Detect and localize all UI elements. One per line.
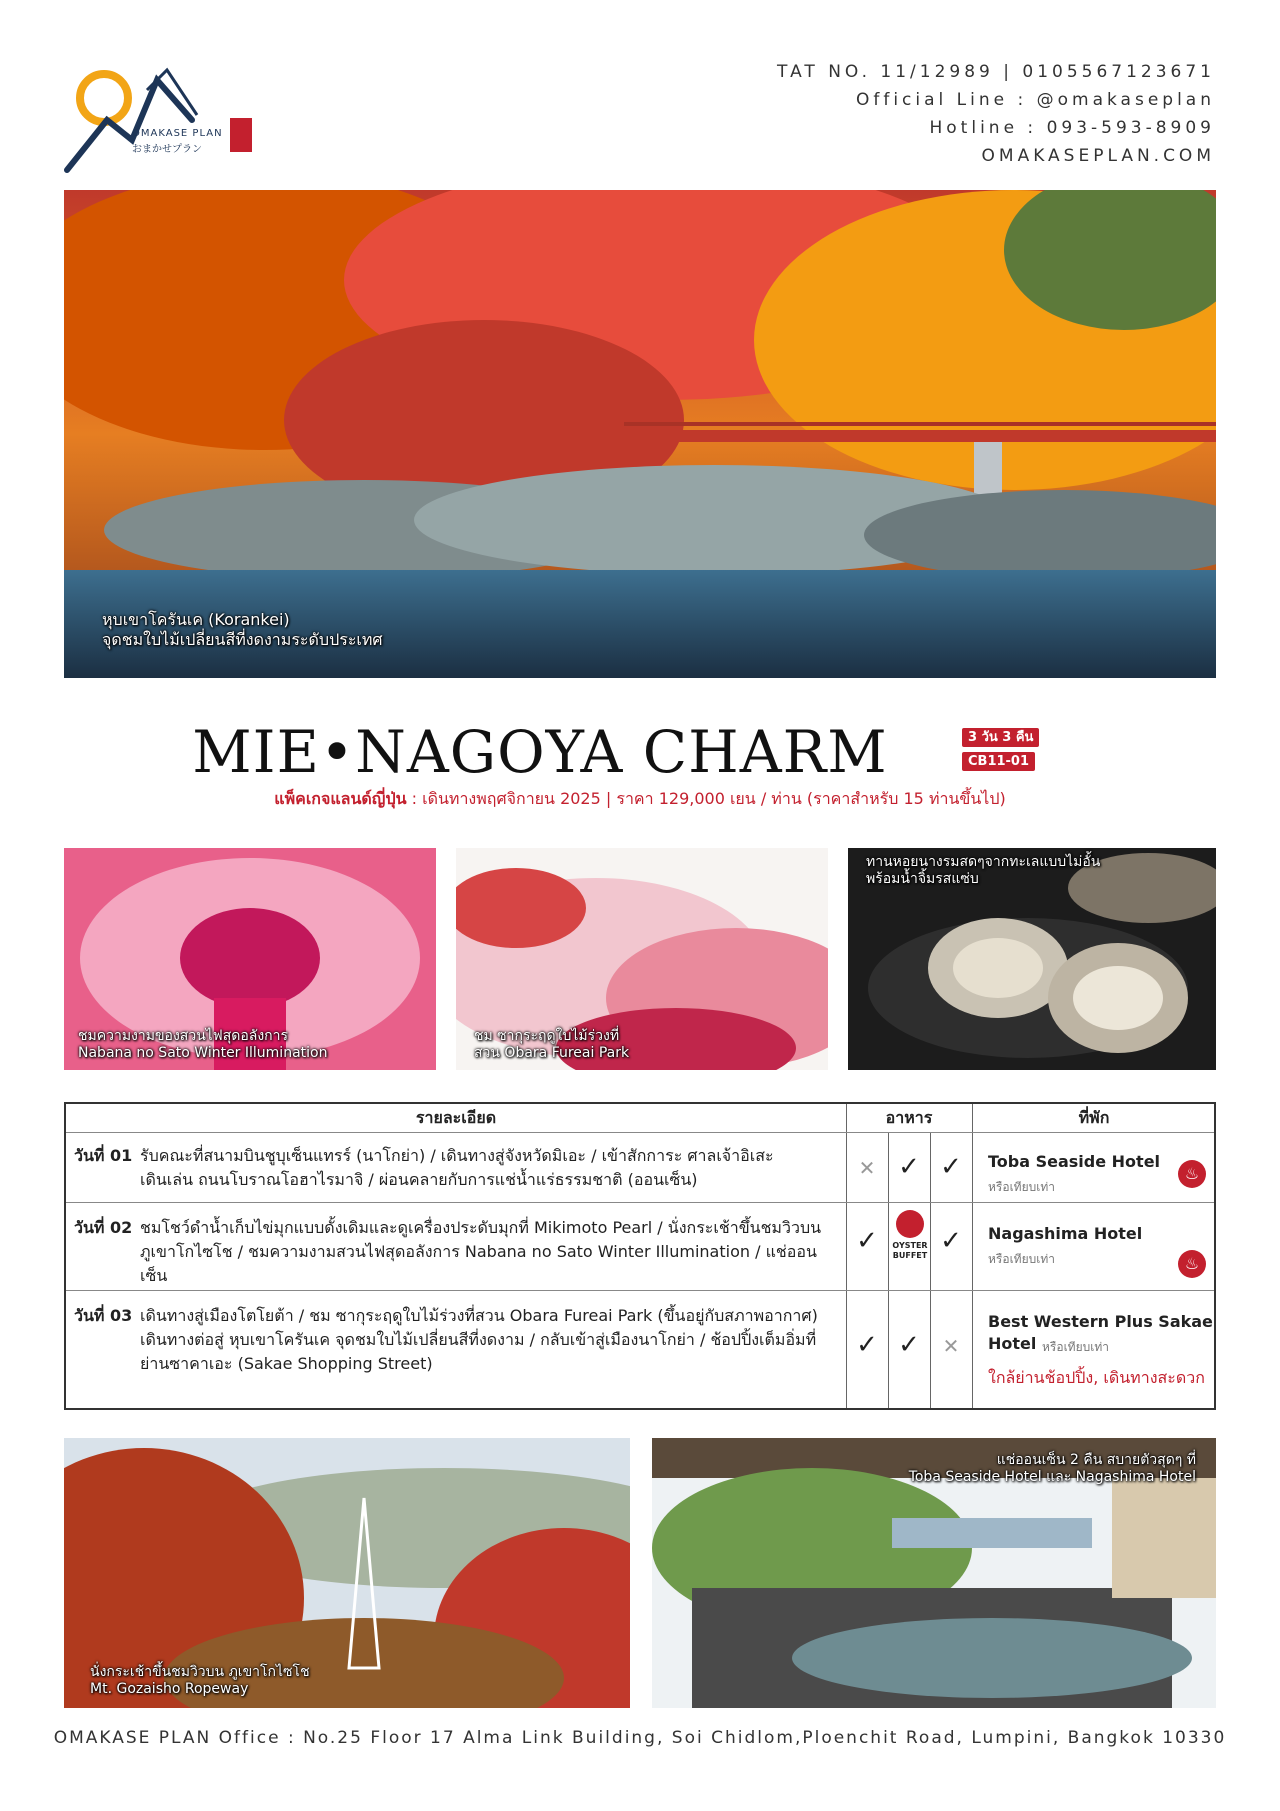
bottom-caption-1 <box>90 1664 310 1698</box>
subtitle-label: แพ็คเกจแลนด์ญี่ปุ่น <box>274 789 407 808</box>
hotel-name: Toba Seaside Hotel <box>988 1152 1161 1171</box>
day-details-line2: ภูเขาโกไซโช / ชมความงามสวนไฟสุดอลังการ Nabana no Sato Winter Illumination / แช่ออนเซ็น <box>140 1242 817 1285</box>
hotel-highlight: ใกล้ย่านช้อปปิ้ง, เดินทางสะดวก <box>988 1368 1205 1387</box>
meal-dinner-check-icon: ✓ <box>940 1152 962 1182</box>
onsen-icon: ♨ <box>1178 1250 1206 1278</box>
itinerary-table <box>64 1102 1216 1410</box>
bottom-caption-2-line2: Toba Seaside Hotel และ Nagashima Hotel <box>908 1469 1196 1485</box>
code-badge-text: CB11-01 <box>962 752 1035 771</box>
office-address: OMAKASE PLAN Office : No.25 Floor 17 Alma Link Building, Soi Chidlom,Ploenchit Road, Lumpini, Bangkok 10330 <box>53 1728 1227 1748</box>
subtitle-text: : เดินทางพฤศจิกายน 2025 | ราคา 129,000 เยน / ท่าน (ราคาสำหรับ 15 ท่านขึ้นไป) <box>406 789 1006 808</box>
subtitle <box>0 787 1280 812</box>
code-badge <box>962 750 1035 769</box>
day-details-line1: เดินทางสู่เมืองโตโยต้า / ชม ซากุระฤดูใบไม้ร่วงที่สวน Obara Fureai Park (ขึ้นอยู่กับสภาพอากาศ) <box>140 1306 818 1325</box>
hotel-name: Nagashima Hotel <box>988 1224 1143 1243</box>
website-link[interactable]: OMAKASEPLAN.COM <box>981 146 1215 166</box>
photo-onsen-bath <box>652 1438 1216 1708</box>
onsen-icon: ♨ <box>1178 1160 1206 1188</box>
photo-nabana-illumination <box>64 848 436 1070</box>
hotel-note: หรือเทียบเท่า <box>988 1252 1055 1266</box>
meal-lunch-check-icon: ✓ <box>898 1152 920 1182</box>
header-details: รายละเอียด <box>415 1108 497 1127</box>
gallery-caption-2 <box>474 1028 629 1062</box>
hero-caption-line2: จุดชมใบไม้เปลี่ยนสีที่งดงามระดับประเทศ <box>102 630 383 649</box>
hotel-name-line2: Hotel <box>988 1334 1037 1353</box>
gallery-caption-3-line1: ทานหอยนางรมสดๆจากทะเลแบบไม่อั้น <box>866 854 1101 870</box>
header-hotel: ที่พัก <box>1078 1108 1110 1127</box>
oyster-label-2: BUFFET <box>892 1251 928 1260</box>
hero-photo-korankei <box>64 190 1216 678</box>
logo-text: OMAKASE PLAN <box>132 128 223 139</box>
day-details <box>140 1216 830 1288</box>
bottom-caption-1-line1: นั่งกระเช้าขึ้นชมวิวบน ภูเขาโกไซโช <box>90 1664 310 1680</box>
hero-caption <box>102 610 383 650</box>
day-details <box>140 1144 830 1192</box>
divider <box>972 1104 973 1408</box>
hotel-name: Best Western Plus Sakae <box>988 1312 1213 1331</box>
meal-breakfast-check-icon: ✓ <box>856 1226 878 1256</box>
gallery-caption-3 <box>866 854 1100 888</box>
day-number: วันที่ 01 <box>74 1146 133 1165</box>
official-line: Official Line : @omakaseplan <box>855 90 1215 110</box>
photo-oyster-buffet <box>848 848 1216 1070</box>
bottom-caption-1-line2: Mt. Gozaisho Ropeway <box>90 1681 249 1697</box>
meal-dinner-cross-icon: ✕ <box>942 1334 960 1358</box>
divider <box>930 1132 931 1408</box>
divider <box>888 1132 889 1408</box>
day-details-line2: เดินเล่น ถนนโบราณโอฮาไรมาจิ / ผ่อนคลายกับการแช่น้ำแร่ธรรมชาติ (ออนเซ็น) <box>140 1170 698 1189</box>
oyster-label-1: OYSTER <box>892 1241 928 1250</box>
photo-gozaisho-ropeway <box>64 1438 630 1708</box>
header-meals: อาหาร <box>885 1108 933 1127</box>
duration-badge <box>962 726 1039 747</box>
tat-number: TAT NO. 11/12989 | 0105567123671 <box>777 62 1215 82</box>
day-details-line3: ย่านซาคาเอะ (Sakae Shopping Street) <box>140 1354 433 1373</box>
page-title: MIE•NAGOYA CHARM <box>192 718 888 786</box>
day-details-line1: ชมโชว์ดำน้ำเก็บไข่มุกแบบดั้งเดิมและดูเครื่องประดับมุกที่ Mikimoto Pearl / นั่งกระเช้าขึ้นชมวิวบน <box>140 1218 822 1237</box>
divider <box>66 1132 1214 1133</box>
divider <box>66 1290 1214 1291</box>
divider <box>846 1104 847 1408</box>
day-number: วันที่ 03 <box>74 1306 133 1325</box>
logo-subtext: おまかせプラン <box>132 144 202 155</box>
hotel-note: หรือเทียบเท่า <box>1042 1340 1109 1354</box>
gallery-caption-2-line2: สวน Obara Fureai Park <box>474 1045 630 1061</box>
bottom-caption-2-line1: แช่ออนเซ็น 2 คืน สบายตัวสุดๆ ที่ <box>996 1452 1196 1468</box>
oyster-icon <box>896 1210 924 1238</box>
day-details-line2: เดินทางต่อสู่ หุบเขาโครันเค จุดชมใบไม้เปลี่ยนสีที่งดงาม / กลับเข้าสู่เมืองนาโกย่า / ช้อปปิ้งเต็มอิ่มที่ <box>140 1330 817 1349</box>
gallery-caption-3-line2: พร้อมน้ำจิ้มรสแซ่บ <box>866 871 979 887</box>
day-number: วันที่ 02 <box>74 1218 133 1237</box>
gallery-caption-1 <box>78 1028 327 1062</box>
omakase-logo <box>62 60 262 175</box>
meal-breakfast-check-icon: ✓ <box>856 1330 878 1360</box>
divider <box>66 1202 1214 1203</box>
logo-mark-icon <box>62 60 262 175</box>
day-details-line1: รับคณะที่สนามบินชูบุเซ็นแทรร์ (นาโกย่า) / เดินทางสู่จังหวัดมิเอะ / เข้าสักการะ ศาลเจ้าอิเสะ <box>140 1146 774 1165</box>
hero-caption-line1: หุบเขาโครันเค (Korankei) <box>102 610 290 629</box>
photo-obara-fureai-park <box>456 848 828 1070</box>
day-details <box>140 1304 830 1376</box>
oyster-buffet-badge <box>890 1210 930 1261</box>
gallery-caption-1-line2: Nabana no Sato Winter Illumination <box>78 1045 328 1061</box>
bottom-caption-2 <box>909 1452 1196 1486</box>
meal-breakfast-cross-icon: ✕ <box>858 1156 876 1180</box>
meal-dinner-check-icon: ✓ <box>940 1226 962 1256</box>
duration-badge-text: 3 วัน 3 คืน <box>962 728 1039 747</box>
hotline: Hotline : 093-593-8909 <box>929 118 1215 138</box>
hotel-note: หรือเทียบเท่า <box>988 1180 1055 1194</box>
meal-lunch-check-icon: ✓ <box>898 1330 920 1360</box>
gallery-caption-1-line1: ชมความงามของสวนไฟสุดอลังการ <box>78 1028 289 1044</box>
gallery-caption-2-line1: ชม ซากุระฤดูใบไม้ร่วงที่ <box>474 1028 620 1044</box>
